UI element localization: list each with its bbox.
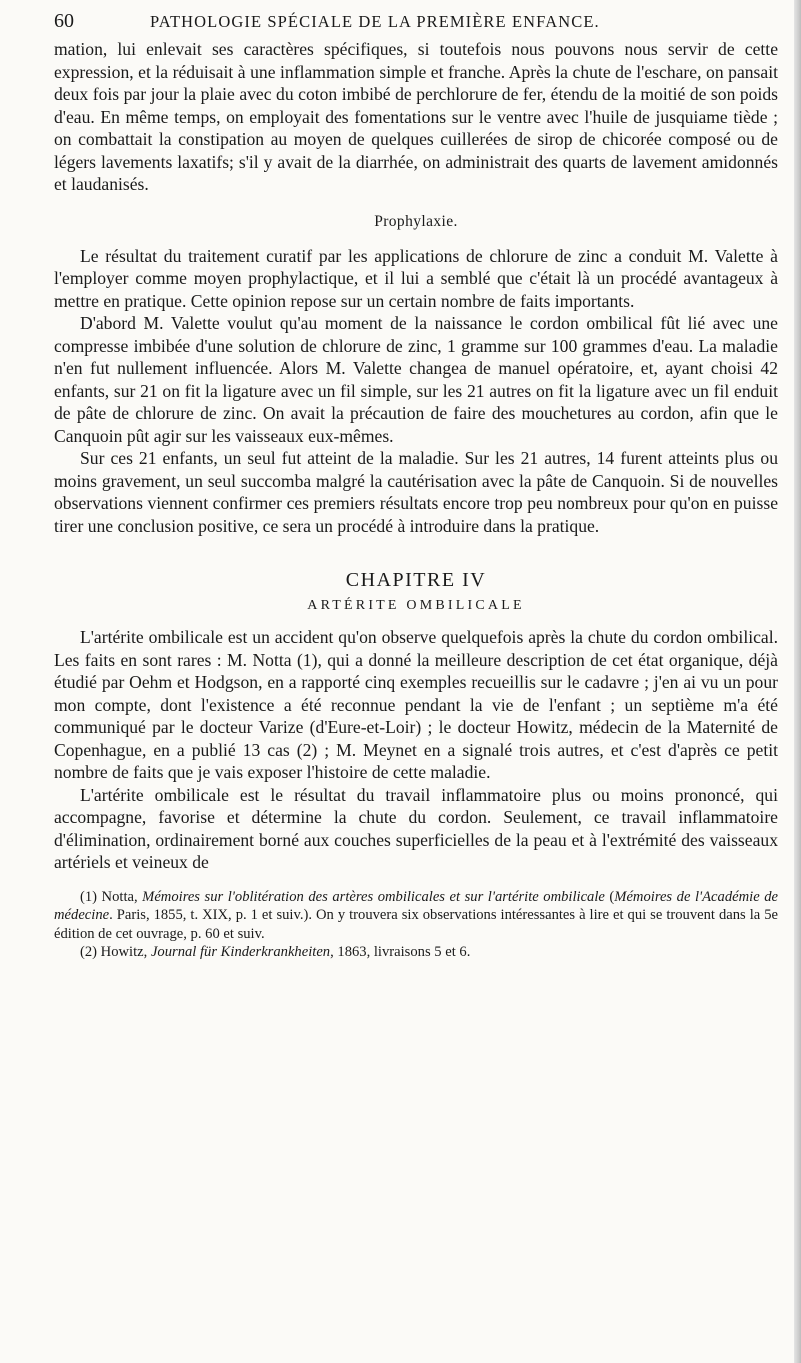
footnote-1-title: Mémoires sur l'oblitération des artères ombilicales et sur l'artérite ombilicale <box>142 888 605 905</box>
page-edge-shadow <box>794 0 801 1363</box>
footnotes <box>54 888 778 962</box>
section-subheading: Prophylaxie. <box>374 212 458 230</box>
footnote-1-journal: Mémoires de l'Académie de médecine <box>54 888 778 924</box>
footnote-1-paren: ( <box>604 888 615 905</box>
footnote-1 <box>54 888 778 944</box>
footnote-2 <box>54 943 778 962</box>
paragraph-prophylaxie-1: Le résultat du traitement curatif par les applications de chlorure de zinc a conduit M. Valette à l'employer comme moyen prophylactique, et il lui a semblé que c'était là un procédé avantageux à mettre en pratique. Cette opinion repose sur un certain nombre de faits importants. <box>54 245 778 311</box>
footnote-2-author: (2) Howitz, <box>80 944 151 961</box>
chapter-title: CHAPITRE IV <box>345 569 487 591</box>
page-number: 60 <box>54 10 74 32</box>
footnote-1-author: (1) Notta, <box>80 888 143 905</box>
footnote-1-details: . Paris, 1855, t. XIX, p. 1 et suiv.). On y trouvera six observations intéressantes à lire et qui se trouvent dans la 5e édition de cet ouvrage, p. 60 et suiv. <box>54 907 778 942</box>
paragraph-arterite-1: L'artérite ombilicale est un accident qu'on observe quelquefois après la chute du cordon ombilical. Les faits en sont rares : M. Notta (1), qui a donné la meilleure description de cet état organique, déjà étudié par Oehm et Hodgson, en a rapporté cinq exemples recueillis sur le cadavre ; j'en ai vu un pour mon compte, dont l'existence a été reconnue pendant la vie de l'enfant ; un septième m'a été communiqué par le docteur Varize (d'Eure-et-Loir) ; le docteur Howitz, médecin de la Maternité de Copenhague, en a publié 13 cas (2) ; M. Meynet en a signalé trois autres, et c'est d'après ce petit nombre de faits que je vais exposer l'histoire de cette maladie. <box>54 627 778 782</box>
paragraph-opening: mation, lui enlevait ses caractères spécifiques, si toutefois nous pouvons nous servir de cette expression, et la réduisait à une inflammation simple et franche. Après la chute de l'eschare, on pansait deux fois par jour la plaie avec du coton imbibé de perchlorure de fer, étendu de la moitié de son poids d'eau. En même temps, on employait des fomentations sur le ventre avec l'huile de jusquiame tiède ; on combattait la constipation au moyen de quelques cuillerées de sirop de chicorée composé ou de légers lavements laxatifs; s'il y avait de la diarrhée, on administrait des quarts de lavement amidonnés et laudanisés. <box>54 39 778 194</box>
paragraph-prophylaxie-2: D'abord M. Valette voulut qu'au moment de la naissance le cordon ombilical fût lié avec une compresse imbibée d'une solution de chlorure de zinc, 1 gramme sur 100 grammes d'eau. La maladie n'en fut nullement influencée. Alors M. Valette changea de manuel opératoire, et, ayant choisi 42 enfants, sur 21 on fit la ligature avec un fil simple, sur les 21 autres on fit la ligature avec un fil enduit de pâte de chlorure de zinc. On avait la précaution de faire des mouchetures au cordon, afin que le Canquoin pût agir sur les vaisseaux eux-mêmes. <box>54 313 778 446</box>
footnote-2-details: , 1863, livraisons 5 et 6. <box>330 944 471 961</box>
footnote-2-journal: Journal für Kinderkrankheiten <box>150 944 331 961</box>
page-content <box>54 8 778 962</box>
running-title: PATHOLOGIE SPÉCIALE DE LA PREMIÈRE ENFANCE. <box>150 12 600 31</box>
chapter-subtitle: ARTÉRITE OMBILICALE <box>307 598 525 613</box>
paragraph-arterite-2: L'artérite ombilicale est le résultat du travail inflammatoire plus ou moins prononcé, qui accompagne, favorise et détermine la chute du cordon. Seulement, ce travail inflammatoire d'élimination, ordinairement borné aux couches superficielles de la peau et à l'extrémité des vaisseaux artériels et veineux de <box>54 784 778 872</box>
running-header <box>54 8 778 38</box>
paragraph-prophylaxie-3: Sur ces 21 enfants, un seul fut atteint de la maladie. Sur les 21 autres, 14 furent atteints plus ou moins gravement, un seul succomba malgré la cautérisation avec la pâte de Canquoin. Si de nouvelles observations viennent confirmer ces premiers résultats encore trop peu nombreux pour qu'on en puisse tirer une conclusion positive, ce sera un procédé à introduire dans la pratique. <box>54 448 778 536</box>
